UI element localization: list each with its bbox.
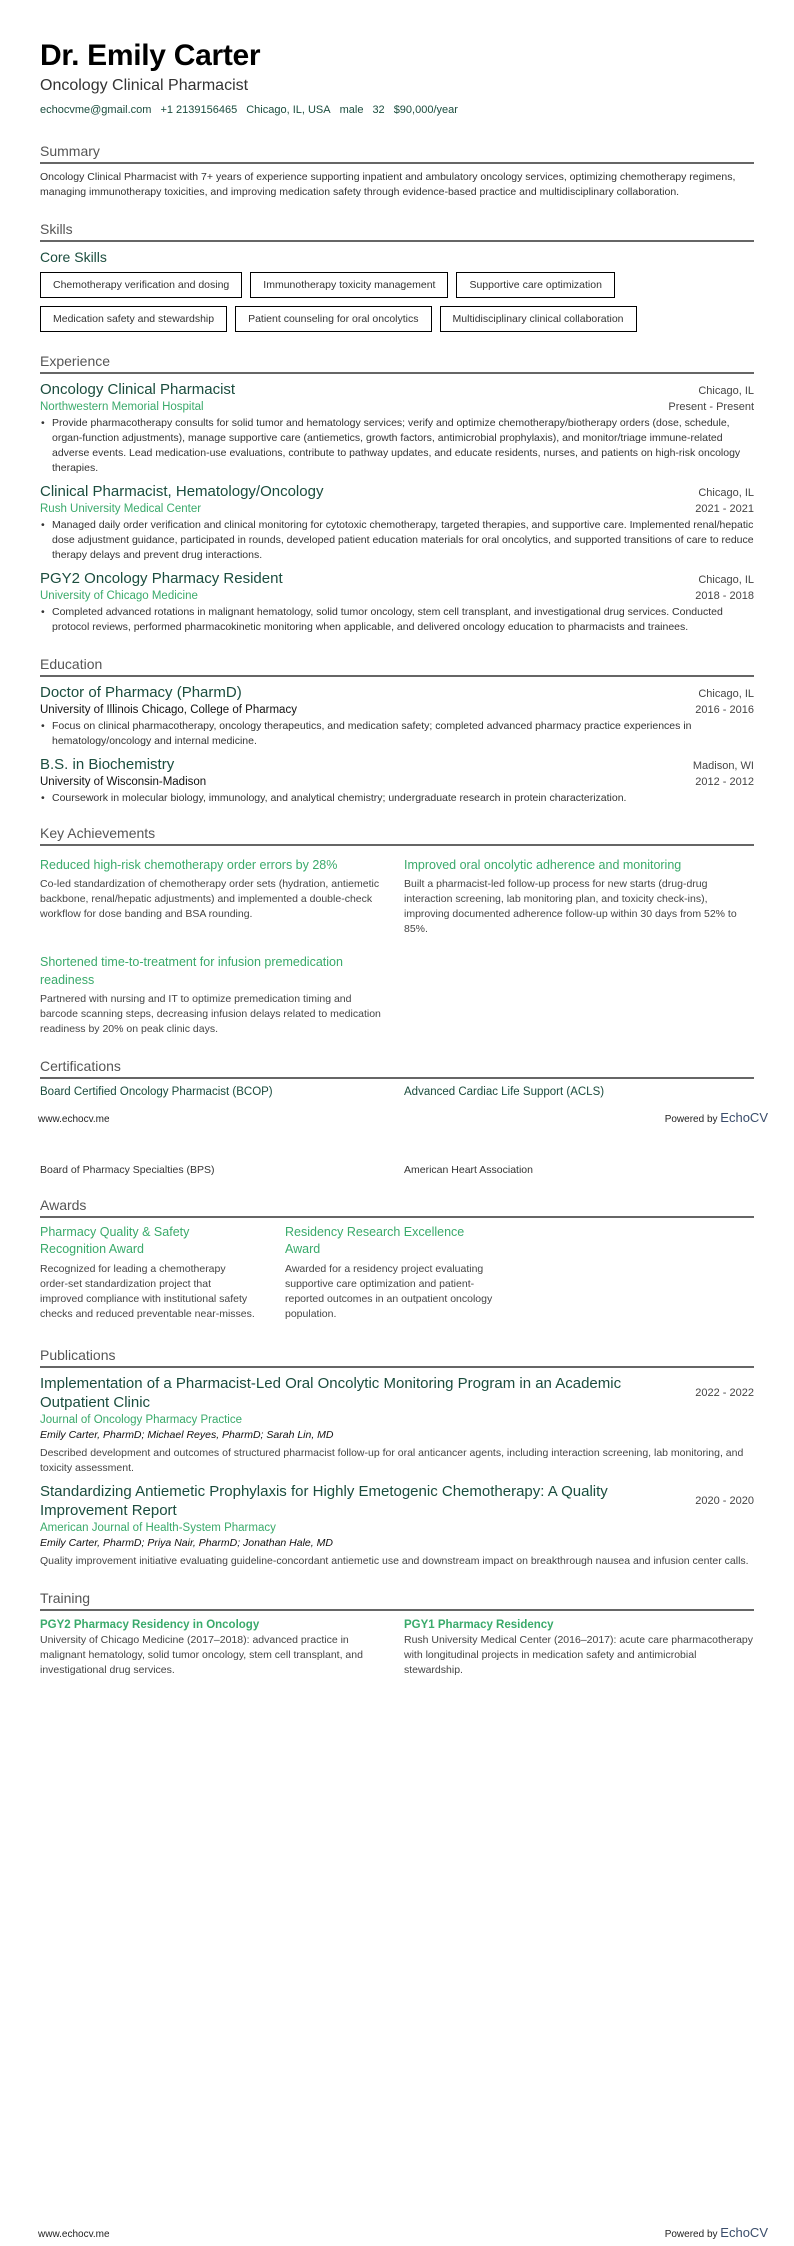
resume-page [0,0,794,1100]
skill-chip: Immunotherapy toxicity management [250,272,448,298]
section-title-publications: Publications [40,1346,754,1368]
achievement-body: Partnered with nursing and IT to optimize premedication timing and barcode scanning steps, decreasing infusion delays related to medication readiness by 20% on peak clinic days. [40,993,381,1035]
achievement-title: Shortened time-to-treatment for infusion premedication readiness [40,955,343,987]
job-bullet: • Managed daily order verification and clinical monitoring for cytotoxic chemotherapy, targeted therapies, and supportive care. Implemented renal/hepatic dose adjustment guidance, participated in rounds, developed patient education materials for oral oncolytics, and supported transitions of care to reduce therapy delays and prevent drug interactions. [40,518,754,563]
publication-title: Standardizing Antiemetic Prophylaxis for Highly Emetogenic Chemotherapy: A Quality Improvement Report [40,1483,608,1519]
page-footer [38,1110,768,1125]
job-title: Oncology Clinical Pharmacist [40,381,236,398]
experience-entry [40,569,754,635]
footer-brand[interactable]: EchoCV [720,1110,768,1125]
section-title-experience: Experience [40,352,754,374]
award-body: Recognized for leading a chemotherapy order-set standardization project that improved compliance with institutional safety checks and reduced preventable near-misses. [40,1263,255,1320]
school-location: Chicago, IL [698,688,754,700]
training-item [40,1611,390,1678]
certification-issuers [40,1163,754,1178]
skills-chip-list [40,272,754,332]
publication-dates: 2020 - 2020 [695,1495,754,1507]
training-title: PGY2 Pharmacy Residency in Oncology [40,1619,260,1631]
skills-group-title: Core Skills [40,249,107,265]
training-item [404,1611,754,1678]
publication-title: Implementation of a Pharmacist-Led Oral Oncolytic Monitoring Program in an Academic Outpatient Clinic [40,1375,622,1411]
publications-section [40,1346,754,1569]
footer-site-link[interactable]: www.echocv.me [38,1114,110,1125]
education-dates: 2012 - 2012 [695,776,754,788]
experience-entry [40,482,754,563]
job-bullet: • Completed advanced rotations in malignant hematology, solid tumor oncology, stem cell transplant, and investigational drug services. Conducted protocol reviews, performed pharmacokinetic monitoring when applicable, and delivered oncology education to pharmacists and trainees. [40,605,754,635]
publication-authors: Emily Carter, PharmD; Priya Nair, PharmD; Jonathan Hale, MD [40,1537,333,1549]
section-title-summary: Summary [40,142,754,164]
achievement-item [40,953,390,1047]
footer-powered-by [665,1110,768,1125]
training-section [40,1589,754,1678]
certification-name: Board Certified Oncology Pharmacist (BCOP) [40,1086,273,1098]
job-location: Chicago, IL [698,385,754,397]
publication-description: Quality improvement initiative evaluating guideline-concordant antiemetic use and downstream impact on breakthrough nausea and infusion center calls. [40,1555,749,1567]
publication-dates: 2022 - 2022 [695,1387,754,1399]
job-organization: Northwestern Memorial Hospital [40,401,204,413]
education-section [40,655,754,806]
section-title-education: Education [40,655,754,677]
training-title: PGY1 Pharmacy Residency [404,1619,554,1631]
section-title-certifications: Certifications [40,1057,754,1079]
contact-location: Chicago, IL, USA [246,104,331,116]
award-item [40,1218,285,1322]
footer-site-link[interactable]: www.echocv.me [38,2229,110,2240]
publication-description: Described development and outcomes of structured pharmacist follow-up for oral anticancer agents, including interaction screening, lab monitoring, and toxicity assessment. [40,1447,744,1474]
award-title: Pharmacy Quality & Safety Recognition Award [40,1225,190,1256]
section-title-achievements: Key Achievements [40,824,754,846]
candidate-name: Dr. Emily Carter [40,39,261,72]
achievement-body: Co-led standardization of chemotherapy order sets (hydration, antiemetic backbone, renal/hepatic adjustments) and implemented a double-check workflow for dose banding and BSA rounding. [40,878,380,920]
contact-salary: $90,000/year [393,104,458,116]
education-dates: 2016 - 2016 [695,704,754,716]
footer-brand[interactable]: EchoCV [720,2225,768,2240]
certification-issuer: Board of Pharmacy Specialties (BPS) [40,1164,215,1176]
job-dates: 2021 - 2021 [695,503,754,515]
achievement-body: Built a pharmacist-led follow-up process for new starts (drug-drug interaction screening, lab monitoring plan, and toxicity check-ins), improving documented adherence follow-up within 30 days from 52% to 85%. [404,878,737,935]
job-organization: University of Chicago Medicine [40,590,198,602]
publication-entry [40,1482,754,1569]
publication-authors: Emily Carter, PharmD; Michael Reyes, PharmD; Sarah Lin, MD [40,1429,334,1441]
education-entry [40,755,754,806]
award-title: Residency Research Excellence Award [285,1225,465,1256]
award-body: Awarded for a residency project evaluating supportive care optimization and patient-reported outcomes in an outpatient oncology population. [285,1263,493,1320]
job-dates: Present - Present [668,401,754,413]
footer-powered-by [665,2225,768,2240]
skill-chip: Chemotherapy verification and dosing [40,272,242,298]
contact-line [40,104,754,116]
contact-email[interactable]: echocvme@gmail.com [40,104,152,116]
candidate-title: Oncology Clinical Pharmacist [40,77,249,94]
skills-section [40,220,754,332]
school-name: University of Wisconsin-Madison [40,776,207,788]
awards-section [40,1196,754,1322]
publication-journal: Journal of Oncology Pharmacy Practice [40,1414,242,1426]
skill-chip: Multidisciplinary clinical collaboration [440,306,637,332]
job-bullet: • Provide pharmacotherapy consults for solid tumor and hematology services; verify and optimize chemotherapy/biotherapy orders (dose, schedule, organ-function adjustments), manage supportive care (antiemetics, growth factors, antimicrobial prophylaxis), and monitor/triage immune-related adverse events. Lead medication-use evaluations, contribute to pathway updates, and educate residents, nurses, and patients on high-risk oncology therapies. [40,416,754,476]
section-title-training: Training [40,1589,754,1611]
powered-by-label: Powered by [664,1114,718,1125]
skill-chip: Medication safety and stewardship [40,306,227,332]
achievement-title: Reduced high-risk chemotherapy order errors by 28% [40,858,338,872]
education-bullet: • Focus on clinical pharmacotherapy, oncology therapeutics, and medication safety; completed advanced pharmacy practice experiences in hematology/oncology and internal medicine. [40,719,754,749]
job-location: Chicago, IL [698,574,754,586]
education-entry [40,683,754,749]
resume-header [40,0,754,116]
publication-journal: American Journal of Health-System Pharmacy [40,1522,276,1534]
achievement-item [404,856,754,947]
training-body: Rush University Medical Center (2016–2017): acute care pharmacotherapy with longitudinal projects in medication safety and antimicrobial stewardship. [404,1634,754,1676]
achievements-section [40,824,754,1047]
job-title: PGY2 Oncology Pharmacy Resident [40,570,283,587]
publication-entry [40,1374,754,1476]
experience-section [40,352,754,635]
skill-chip: Supportive care optimization [456,272,615,298]
certifications-section [40,1057,754,1100]
education-bullet: • Coursework in molecular biology, immunology, and analytical chemistry; undergraduate research in protein characterization. [40,791,754,806]
powered-by-label: Powered by [664,2229,718,2240]
summary-section [40,142,754,200]
contact-gender: male [339,104,364,116]
certification-issuer: American Heart Association [404,1164,533,1176]
job-dates: 2018 - 2018 [695,590,754,602]
degree-title: B.S. in Biochemistry [40,756,175,773]
section-title-skills: Skills [40,220,754,242]
page-footer-2 [38,2225,768,2240]
achievement-item [40,856,390,947]
experience-entry [40,380,754,476]
job-location: Chicago, IL [698,487,754,499]
resume-page-2 [0,1163,794,1678]
school-name: University of Illinois Chicago, College of Pharmacy [40,704,297,716]
training-body: University of Chicago Medicine (2017–2018): advanced practice in malignant hematology, solid tumor oncology, stem cell transplant, and investigational drug services. [40,1634,363,1676]
contact-age: 32 [372,104,385,116]
award-item [285,1218,530,1322]
skill-chip: Patient counseling for oral oncolytics [235,306,431,332]
summary-text: Oncology Clinical Pharmacist with 7+ years of experience supporting inpatient and ambulatory oncology services, optimizing chemotherapy regimens, managing immunotherapy toxicities, and improving medication safety through evidence-based practice and multidisciplinary collaboration. [40,171,736,198]
contact-phone[interactable]: +1 2139156465 [160,104,238,116]
achievement-title: Improved oral oncolytic adherence and monitoring [404,858,682,872]
certification-name: Advanced Cardiac Life Support (ACLS) [404,1086,605,1098]
section-title-awards: Awards [40,1196,754,1218]
degree-title: Doctor of Pharmacy (PharmD) [40,684,242,701]
job-organization: Rush University Medical Center [40,503,202,515]
job-title: Clinical Pharmacist, Hematology/Oncology [40,483,324,500]
school-location: Madison, WI [692,760,754,772]
